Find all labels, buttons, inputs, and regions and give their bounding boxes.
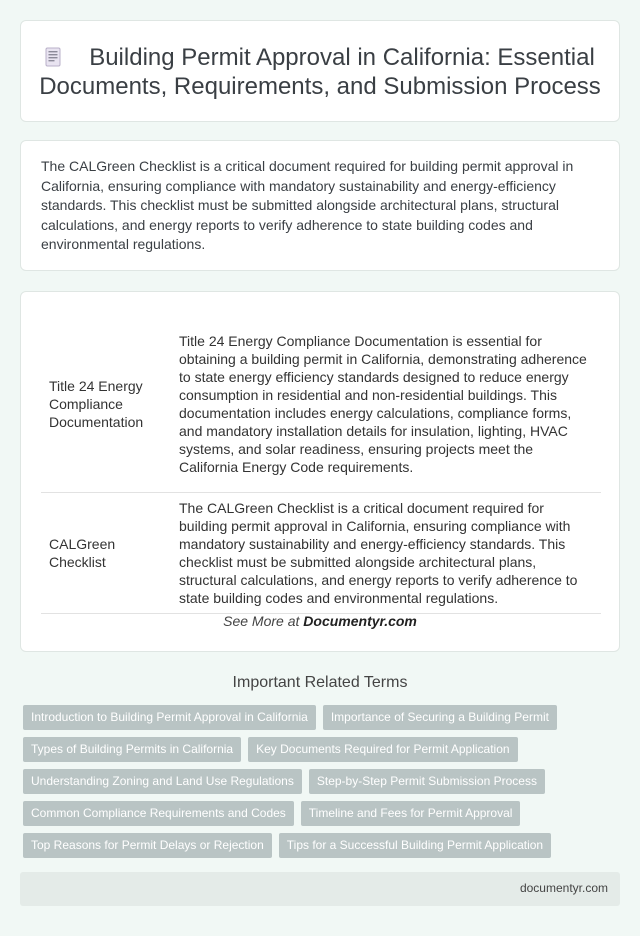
table-card: [20, 291, 620, 652]
table-description: The CALGreen Checklist is a critical document required for building permit approval in California, ensuring compliance with mandatory sustainability and energy-efficiency standards. This checklist must be submitted alongside architectural plans, structural calculations, and energy reports to verify adherence to state building codes and environmental regulations.: [171, 492, 601, 613]
page-title: [35, 43, 605, 101]
related-term-tag[interactable]: Step-by-Step Permit Submission Process: [309, 769, 545, 794]
document-table: [41, 316, 601, 614]
related-term-tag[interactable]: Key Documents Required for Permit Application: [248, 737, 517, 762]
see-more-link[interactable]: Documentyr.com: [303, 613, 417, 629]
table-row: [41, 492, 601, 613]
related-term-tag[interactable]: Tips for a Successful Building Permit Application: [279, 833, 551, 858]
related-term-tag[interactable]: Introduction to Building Permit Approval in California: [23, 705, 316, 730]
see-more-line: [21, 613, 619, 629]
summary-card: [20, 140, 620, 271]
related-terms-title: Important Related Terms: [232, 674, 408, 691]
footer: [20, 872, 620, 906]
table-row: [41, 316, 601, 492]
related-term-tag[interactable]: Common Compliance Requirements and Codes: [23, 801, 294, 826]
related-term-tag[interactable]: Timeline and Fees for Permit Approval: [301, 801, 521, 826]
table-term: Title 24 Energy Compliance Documentation: [41, 316, 171, 492]
table-description: Title 24 Energy Compliance Documentation is essential for obtaining a building permit in California, demonstrating adherence to state energy efficiency standards designed to reduce energy consumption in residential and non-residential buildings. This documentation includes energy calculations, compliance forms, and mandatory installation details for insulation, lighting, HVAC systems, and solar readiness, ensuring projects meet the California Energy Code requirements.: [171, 316, 601, 492]
related-term-tag[interactable]: Top Reasons for Permit Delays or Rejection: [23, 833, 272, 858]
title-card: [20, 20, 620, 122]
page-title-text: Building Permit Approval in California: Essential Documents, Requirements, and Submission Process: [39, 44, 601, 100]
related-term-tag[interactable]: Types of Building Permits in California: [23, 737, 241, 762]
see-more-prefix: See More at: [223, 613, 304, 629]
related-term-tag[interactable]: Importance of Securing a Building Permit: [323, 705, 557, 730]
table-term: CALGreen Checklist: [41, 492, 171, 613]
related-terms-list: [23, 705, 623, 865]
summary-text: The CALGreen Checklist is a critical document required for building permit approval in California, ensuring compliance with mandatory sustainability and energy-efficiency standards. This checklist must be submitted alongside architectural plans, structural calculations, and energy reports to verify adherence to state building codes and environmental regulations.: [41, 158, 574, 252]
document-icon: [45, 45, 61, 65]
related-term-tag[interactable]: Understanding Zoning and Land Use Regulations: [23, 769, 302, 794]
footer-site[interactable]: documentyr.com: [519, 881, 608, 895]
